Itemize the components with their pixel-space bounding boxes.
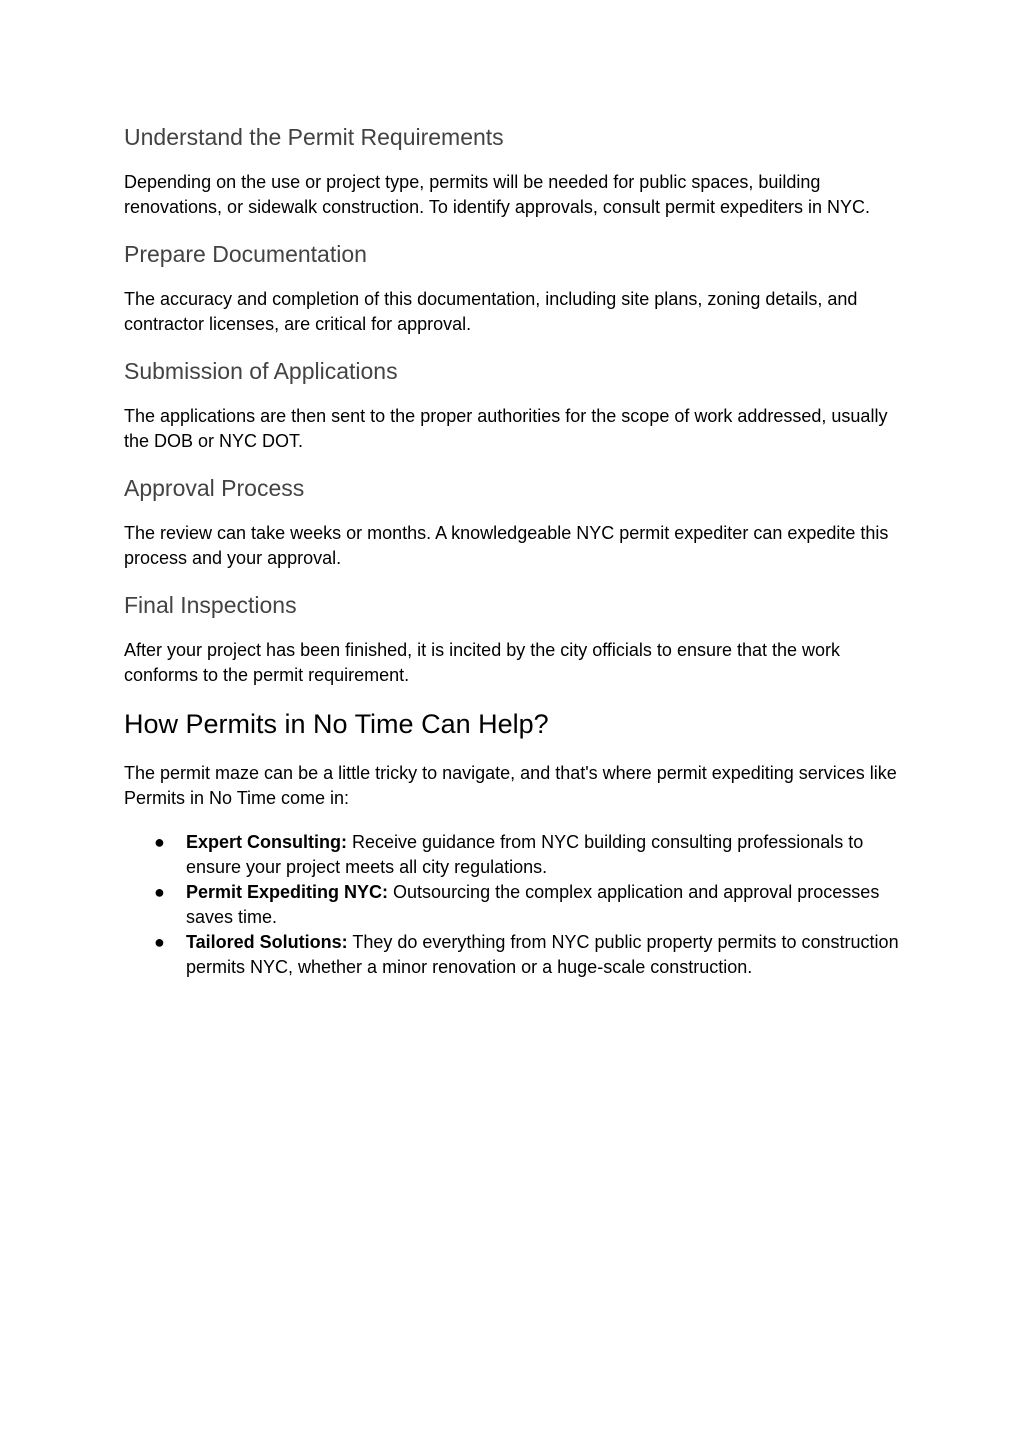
help-heading: How Permits in No Time Can Help? <box>124 709 549 739</box>
bullet-icon: ● <box>154 882 165 902</box>
section-heading-approval-process: Approval Process <box>124 475 305 501</box>
help-bullet-list <box>124 830 904 980</box>
bullet-icon: ● <box>154 832 165 852</box>
section-heading-prepare-documentation: Prepare Documentation <box>124 241 367 267</box>
section-body-submission: The applications are then sent to the proper authorities for the scope of work addressed, usually the DOB or NYC DOT. <box>124 406 888 451</box>
list-item-label: Permit Expediting NYC: <box>186 882 389 902</box>
list-item-text: They do everything from NYC public property permits to construction permits NYC, whether a minor renovation or a huge-scale construction. <box>186 932 899 977</box>
list-item-permit-expediting <box>124 880 904 930</box>
list-item-text: Receive guidance from NYC building consulting professionals to ensure your project meets all city regulations. <box>186 832 864 877</box>
section-heading-final-inspections: Final Inspections <box>124 592 297 618</box>
list-item-expert-consulting <box>124 830 904 880</box>
section-body-approval-process: The review can take weeks or months. A knowledgeable NYC permit expediter can expedite this process and your approval. <box>124 523 889 568</box>
document-page <box>124 122 904 980</box>
section-body-final-inspections: After your project has been finished, it is incited by the city officials to ensure that the work conforms to the permit requirement. <box>124 640 841 685</box>
list-item-text: Outsourcing the complex application and approval processes saves time. <box>186 882 880 927</box>
section-heading-permit-requirements: Understand the Permit Requirements <box>124 124 504 150</box>
bullet-icon: ● <box>154 932 165 952</box>
list-item-label: Expert Consulting: <box>186 832 347 852</box>
section-body-prepare-documentation: The accuracy and completion of this documentation, including site plans, zoning details, and contractor licenses, are critical for approval. <box>124 289 858 334</box>
section-body-permit-requirements: Depending on the use or project type, permits will be needed for public spaces, building renovations, or sidewalk construction. To identify approvals, consult permit expediters in NYC. <box>124 172 871 217</box>
list-item-label: Tailored Solutions: <box>186 932 348 952</box>
section-heading-submission: Submission of Applications <box>124 358 398 384</box>
list-item-tailored-solutions <box>124 930 904 980</box>
help-intro: The permit maze can be a little tricky to navigate, and that's where permit expediting services like Permits in No Time come in: <box>124 763 897 808</box>
